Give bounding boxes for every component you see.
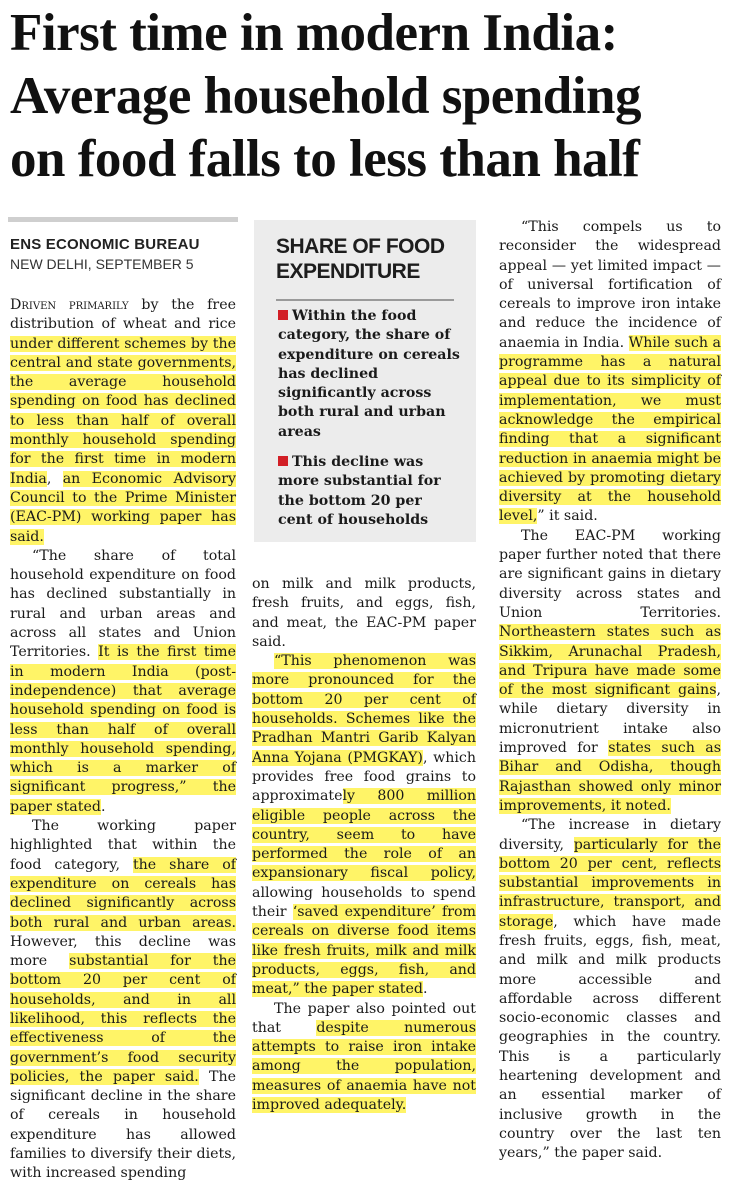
sidebar-bullet-1: Within the food category, the share of expenditure on cereals has declined significantly across both rural and urban areas — [278, 308, 460, 440]
highlight: While such a programme has a natural appeal due to its simplicity of implementation, we must acknowledge the empirical finding that a significant reduction in anaemia might be achieved by promoting dietary diversity at the household level, — [499, 334, 721, 525]
paragraph-1: Driven primarily by the free distribution of wheat and rice under different schemes by the central and state governments, the average household spending on food has declined to less than half of overall monthly household spending for the first time in modern India, an Economic Advisory Council to the Prime Minister (EAC-PM) working paper has said. — [10, 297, 237, 545]
paragraph-2: “The share of total household expenditure on food has declined substantially in rural and urban areas and across all states and Union Territories. It is the first time in modern India (post-independence) that average household spending on food is less than half of overall monthly household spending, which is a marker of significant progress,” the paper stated. — [10, 547, 236, 815]
highlight: ly 800 million eligible people across the country, seem to have performed the role of an expansionary fiscal policy, — [252, 788, 476, 882]
sidebar-rule — [276, 299, 454, 301]
headline-line-2: Average household spending — [10, 67, 641, 125]
paragraph-6: “This compels us to reconsider the widespread appeal — yet limited impact — of universal fortification of cereals to improve iron intake and reduce the incidence of anaemia in India. While such a programme has a natural appeal due to its simplicity of implementation, we must acknowledge the empirical finding that a significant reduction in anaemia might be achieved by promoting dietary diversity at the household level,” it said. — [499, 219, 721, 525]
byline — [10, 236, 235, 272]
byline-dateline: NEW DELHI, SEPTEMBER 5 — [10, 256, 194, 272]
highlight: states such as Bihar and Odisha, though Rajasthan showed only minor improvements, it noted. — [499, 740, 721, 814]
red-square-icon — [278, 310, 288, 320]
paragraph-3-continued: on milk and milk products, fresh fruits, and eggs, fish, and meat, the EAC-PM paper said. — [252, 576, 476, 650]
headline-line-3: on food falls to less than half — [10, 130, 640, 188]
sidebar-bullet-2: This decline was more substantial for the bottom 20 per cent of households — [278, 454, 441, 528]
highlight: the share of expenditure on cereals has declined significantly across both rural and urban areas. — [10, 856, 236, 931]
headline-line-1: First time in modern India: — [10, 4, 618, 62]
article-column-3 — [499, 218, 721, 1164]
paragraph-7: The EAC-PM working paper further noted that there are significant gains in dietary diversity across states and Union Territories. Northeastern states such as Sikkim, Arunachal Pradesh, and Tripura have made some of the most significant gains, while dietary diversity in micronutrient intake also improved for states such as Bihar and Odisha, though Rajasthan showed only minor improvements, it noted. — [499, 527, 721, 814]
lead-in: Driven primarily — [10, 297, 129, 313]
highlight: It is the first time in modern India (post-independence) that average household spending on food is less than half of overall monthly household spending, which is a marker of significant progress,” the paper stated — [10, 644, 236, 815]
paragraph-5: The paper also pointed out that despite numerous attempts to raise iron intake among the population, measures of anaemia have not improved adequately. — [252, 1000, 476, 1114]
paragraph-4: “This phenomenon was more pronounced for the bottom 20 per cent of households. Schemes like the Pradhan Mantri Garib Kalyan Anna Yojana (PMGKAY), which provides free food grains to approximately 800 million eligible people across the country, seem to have performed the role of an expansionary fiscal policy, allowing households to spend their ‘saved expenditure’ from cereals on diverse food items like fresh fruits, milk and milk products, eggs, fish, and meat,” the paper stated. — [252, 653, 476, 998]
highlight: Northeastern states such as Sikkim, Arunachal Pradesh, and Tripura have made some of the most significant gains — [499, 624, 721, 699]
sidebar-box — [254, 220, 476, 542]
highlight: particularly for the bottom 20 per cent, reflects substantial improvements in infrastructure, transport, and storage — [499, 836, 721, 930]
red-square-icon — [278, 456, 288, 466]
highlight: ‘saved expenditure’ from cereals on diverse food items like fresh fruits, milk and milk products, eggs, fish, and meat,” the paper stated — [252, 904, 476, 998]
highlight: despite numerous attempts to raise iron intake among the population, measures of anaemia have not improved adequately. — [252, 1019, 476, 1114]
highlight: under different schemes by the central and state governments, the average household spending on food has declined to less than half of overall monthly household spending for the first time in modern India — [10, 335, 236, 487]
highlight: “This phenomenon was more pronounced for the bottom 20 per cent of households. Schemes like the Pradhan Mantri Garib Kalyan Anna Yojana (PMGKAY) — [252, 653, 476, 766]
article-column-1 — [10, 296, 236, 1184]
byline-rule — [8, 217, 238, 222]
sidebar-title: SHARE OF FOOD EXPENDITURE — [276, 235, 445, 283]
highlight: substantial for the bottom 20 per cent of households, and in all likelihood, this reflects the effectiveness of the government’s food security policies, the paper said. — [10, 953, 236, 1085]
headline — [10, 2, 725, 191]
highlight: an Economic Advisory Council to the Prime Minister (EAC-PM) working paper has said. — [10, 470, 236, 545]
paragraph-3: The working paper highlighted that within the food category, the share of expenditure on cereals has declined significantly across both rural and urban areas. However, this decline was more substantial for the bottom 20 per cent of households, and in all likelihood, this reflects the effectiveness of the government’s food security policies, the paper said. The significant decline in the share of cereals in household expenditure has allowed families to diversify their diets, with increased spending — [10, 818, 236, 1182]
article-column-2 — [252, 575, 476, 1115]
byline-bureau: ENS ECONOMIC BUREAU — [10, 236, 200, 253]
paragraph-8: “The increase in dietary diversity, particularly for the bottom 20 per cent, reflects substantial improvements in infrastructure, transport, and storage, which have made fresh fruits, eggs, fish, meat, and milk and milk products more accessible and affordable across different socio-economic classes and geographies in the country. This is a particularly heartening development and an essential marker of inclusive growth in the country over the last ten years,” the paper said. — [499, 817, 721, 1162]
